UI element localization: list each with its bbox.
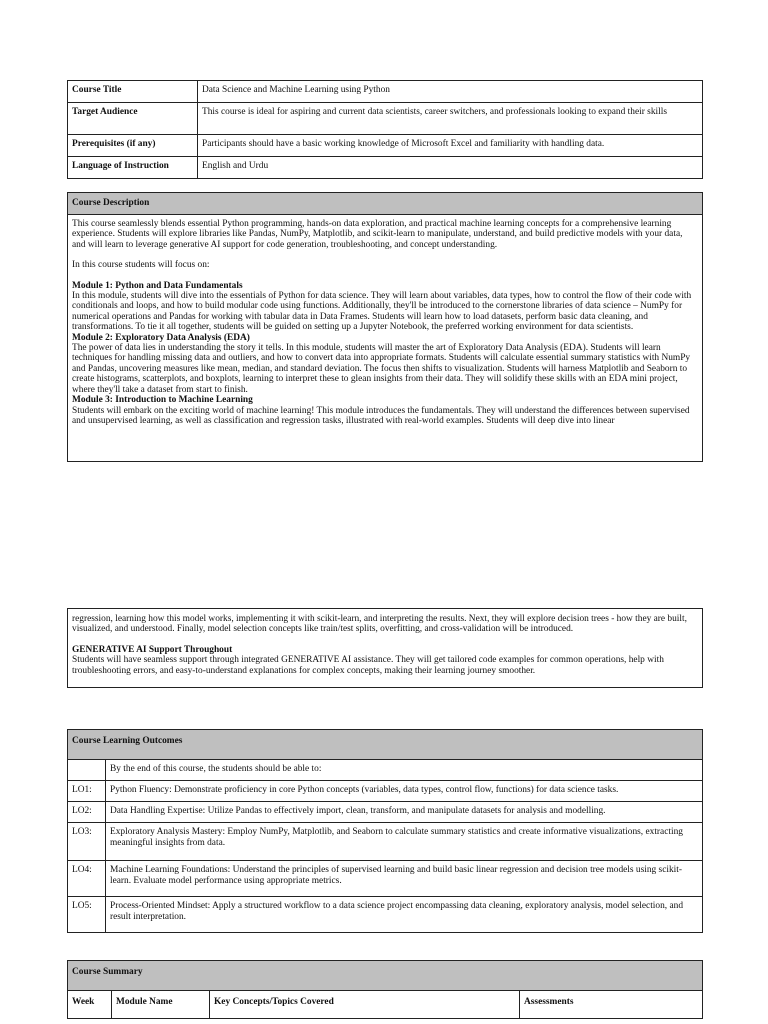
course-description-header xyxy=(67,192,703,215)
module-1-text: In this module, students will dive into the essentials of Python for data science. They will learn about variables, data types, how to control the flow of their code with conditionals and loops, and how to build modular code using functions. Additionally, they'll be introduced to the cornerstone libraries of data science – NumPy for numerical operations and Pandas for working with tabular data in Data Frames. Students will learn how to load datasets, perform basic data cleaning, and transformations. To tie it all together, students will be guided on setting up a Jupyter Notebook, the preferred working environment for data scientists. xyxy=(72,291,692,333)
learning-outcomes-table xyxy=(67,729,703,933)
table-row xyxy=(68,802,703,823)
table-row xyxy=(68,897,703,933)
generative-ai-title: GENERATIVE AI Support Throughout xyxy=(72,644,233,655)
learning-outcomes-header: Course Learning Outcomes xyxy=(68,730,703,760)
module-2-title: Module 2: Exploratory Data Analysis (EDA) xyxy=(72,332,250,343)
outcome-text: Machine Learning Foundations: Understand the principles of supervised learning and build basic linear regression and decision tree models using scikit-learn. Evaluate model performance using appropriate metrics. xyxy=(106,861,703,897)
outcome-id: LO3: xyxy=(68,823,106,861)
target-audience-label: Target Audience xyxy=(68,103,198,135)
prerequisites-label: Prerequisites (if any) xyxy=(68,135,198,157)
course-description-title: Course Description xyxy=(72,198,150,208)
course-title-value: Data Science and Machine Learning using Python xyxy=(198,81,703,103)
table-row xyxy=(68,961,703,991)
outcome-empty-cell xyxy=(68,760,106,781)
table-row xyxy=(68,135,703,157)
column-header-week: Week xyxy=(68,991,112,1019)
module-1-title: Module 1: Python and Data Fundamentals xyxy=(72,280,243,291)
outcome-text: Data Handling Expertise: Utilize Pandas to effectively import, clean, transform, and manipulate datasets for analysis and modelling. xyxy=(106,802,703,823)
prerequisites-value: Participants should have a basic working knowledge of Microsoft Excel and familiarity with handling data. xyxy=(198,135,703,157)
generative-ai-text: Students will have seamless support through integrated GENERATIVE AI assistance. They will get tailored code examples for common operations, help with troubleshooting errors, and easy-to-understand explanations for complex concepts, making their learning journey smoother. xyxy=(72,655,664,676)
module-3-continued: regression, learning how this model works, implementing it with scikit-learn, and interpreting the results. Next, they will explore decision trees - how they are built, visualized, and understood. Finally, model selection concepts like train/test splits, overfitting, and cross-validation will be introduced. xyxy=(72,614,687,635)
module-3-text: Students will embark on the exciting world of machine learning! This module introduces the fundamentals. They will understand the differences between supervised and unsupervised learning, as well as classification and regression tasks, illustrated with real-world examples. Students will deep dive into linear xyxy=(72,405,690,426)
language-value: English and Urdu xyxy=(198,157,703,179)
description-focus: In this course students will focus on: xyxy=(72,260,210,271)
table-row xyxy=(68,760,703,781)
description-intro: This course seamlessly blends essential Python programming, hands-on data exploration, and practical machine learning concepts for a comprehensive learning experience. Students will explore libraries like Pandas, NumPy, Matplotlib, and scikit-learn to manipulate, understand, and build predictive models with your data, and will learn to leverage generative AI support for code generation, troubleshooting, and concept understanding. xyxy=(72,219,683,250)
module-3-title: Module 3: Introduction to Machine Learning xyxy=(72,395,253,406)
outcome-text: Process-Oriented Mindset: Apply a structured workflow to a data science project encompassing data cleaning, exploratory analysis, model selection, and result interpretation. xyxy=(106,897,703,933)
module-2-text: The power of data lies in understanding the story it tells. In this module, students will master the art of Exploratory Data Analysis (EDA). Students will learn techniques for handling missing data and outliers, and how to convert data into appropriate formats. Students will calculate essential summary statistics with NumPy and Pandas, uncovering measures like mean, median, and standard deviation. The focus then shifts to visualization. Students will harness Matplotlib and Seaborn to create histograms, scatterplots, and boxplots, learning to interpret these to glean insights from their data. They will solidify these skills with an EDA mini project, where they'll take a dataset from start to finish. xyxy=(72,343,691,395)
outcome-id: LO1: xyxy=(68,781,106,802)
outcome-text: Python Fluency: Demonstrate proficiency in core Python concepts (variables, data types, control flow, functions) for data science tasks. xyxy=(106,781,703,802)
course-description-body xyxy=(67,214,703,462)
table-row xyxy=(68,861,703,897)
language-label: Language of Instruction xyxy=(68,157,198,179)
column-header-key-concepts: Key Concepts/Topics Covered xyxy=(210,991,520,1019)
table-row xyxy=(68,781,703,802)
outcome-id: LO5: xyxy=(68,897,106,933)
table-row xyxy=(68,823,703,861)
column-header-module-name: Module Name xyxy=(112,991,210,1019)
course-summary-table xyxy=(67,960,703,1019)
course-summary-header: Course Summary xyxy=(68,961,703,991)
course-info-table xyxy=(67,80,703,179)
outcome-text: Exploratory Analysis Mastery: Employ NumPy, Matplotlib, and Seaborn to calculate summary statistics and create informative visualizations, extracting meaningful insights from data. xyxy=(106,823,703,861)
table-row xyxy=(68,81,703,103)
table-row xyxy=(68,157,703,179)
outcomes-intro: By the end of this course, the students should be able to: xyxy=(106,760,703,781)
table-row xyxy=(68,730,703,760)
course-description-continued xyxy=(67,608,703,688)
outcome-id: LO4: xyxy=(68,861,106,897)
table-row xyxy=(68,103,703,135)
outcome-id: LO2: xyxy=(68,802,106,823)
table-row xyxy=(68,991,703,1019)
course-title-label: Course Title xyxy=(68,81,198,103)
column-header-assessments: Assessments xyxy=(520,991,703,1019)
target-audience-value: This course is ideal for aspiring and current data scientists, career switchers, and professionals looking to expand their skills xyxy=(198,103,703,135)
